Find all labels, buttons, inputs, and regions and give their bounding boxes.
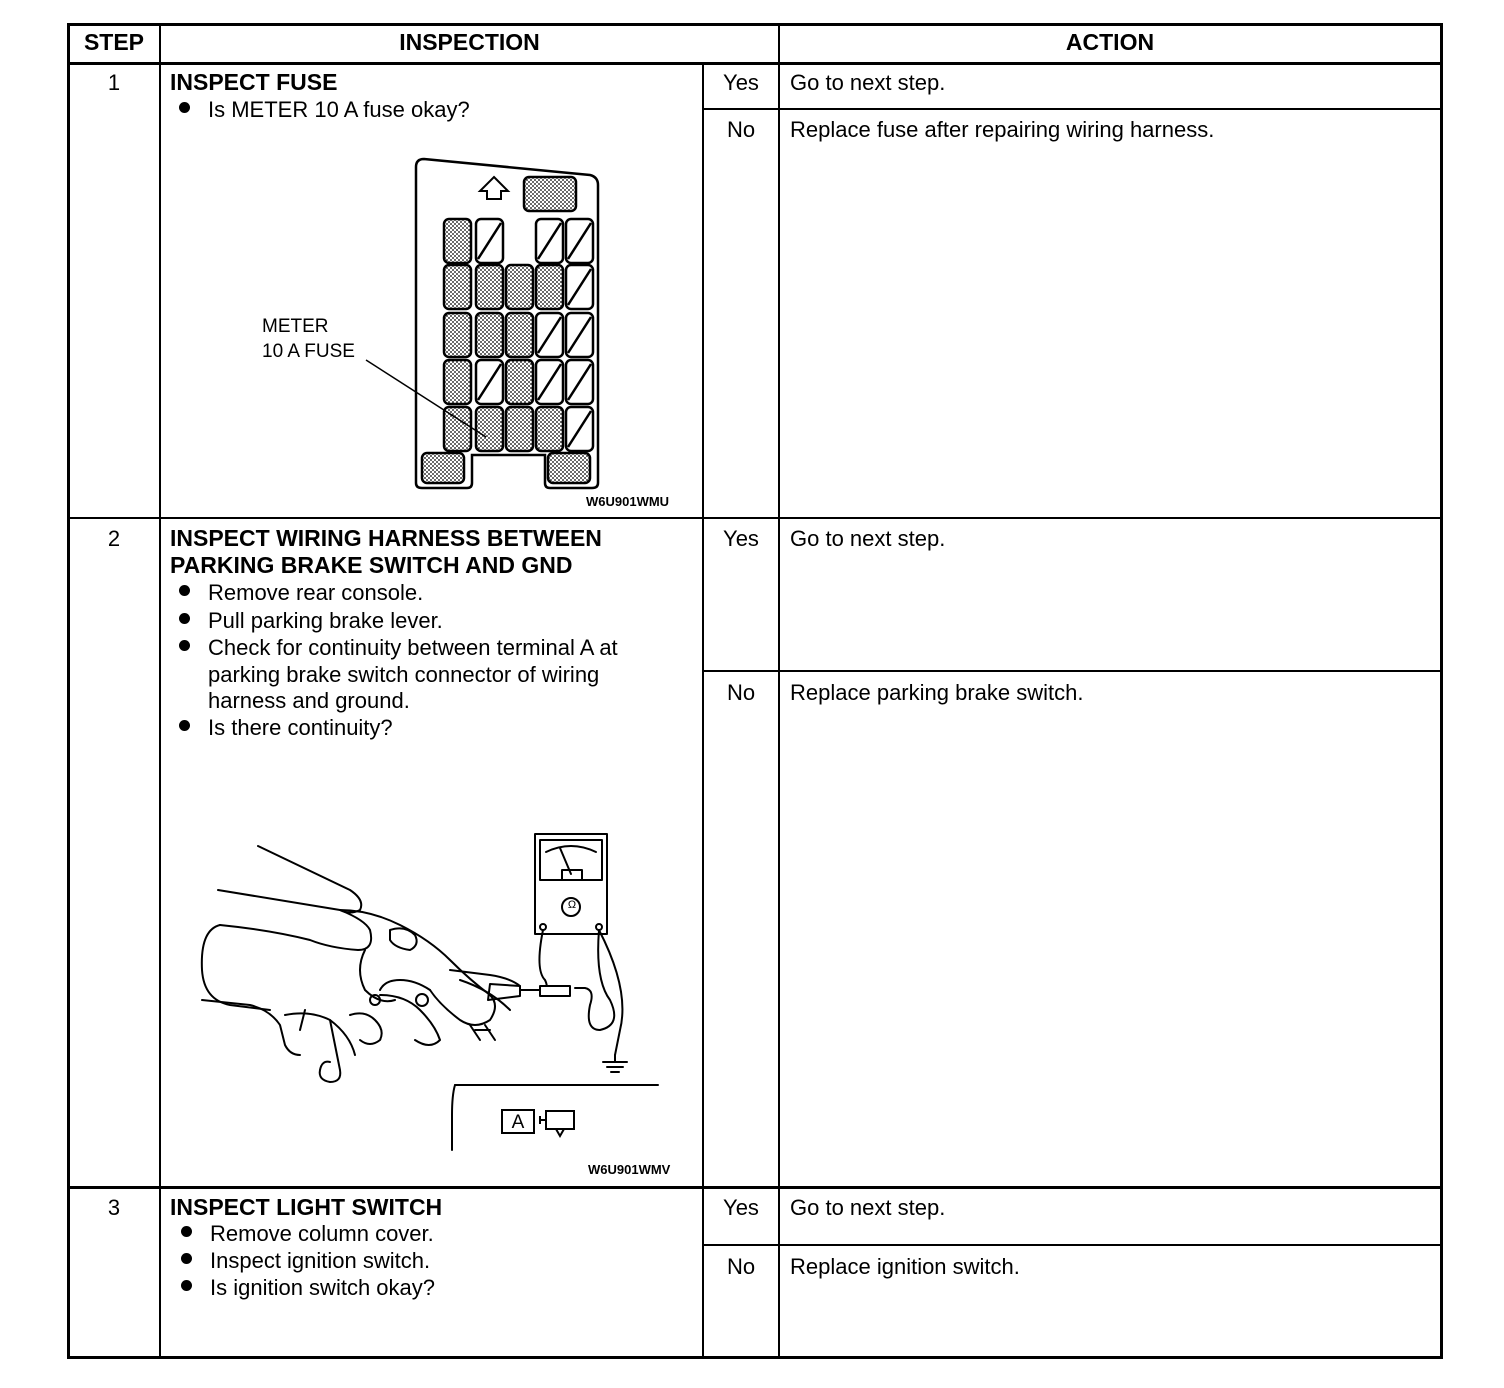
no-action: Replace ignition switch. bbox=[790, 1254, 1020, 1279]
bullet-text: Pull parking brake lever. bbox=[208, 608, 443, 633]
table-left-border bbox=[67, 23, 70, 1359]
step-number: 1 bbox=[107, 70, 121, 95]
bullet-icon bbox=[179, 585, 190, 596]
row3-yes-no-divider bbox=[702, 1244, 1443, 1246]
no-label: No bbox=[726, 117, 756, 142]
yes-label: Yes bbox=[723, 526, 759, 551]
bullet-text: Check for continuity between terminal A at bbox=[208, 635, 618, 660]
header-bottom-border bbox=[67, 62, 1443, 65]
terminal-a-box bbox=[501, 1109, 535, 1134]
ohm-symbol: Ω bbox=[567, 899, 577, 911]
yes-action: Go to next step. bbox=[790, 526, 946, 551]
fuse-label-line1: METER bbox=[262, 316, 329, 337]
step-title: INSPECT FUSE bbox=[170, 69, 338, 95]
step-title: INSPECT LIGHT SWITCH bbox=[170, 1194, 443, 1220]
header-step: STEP bbox=[83, 29, 145, 55]
bullet-text-cont: harness and ground. bbox=[208, 688, 410, 713]
bullet-text-cont: parking brake switch connector of wiring bbox=[208, 662, 600, 687]
bullet-icon bbox=[179, 102, 190, 113]
bullet-text: Remove column cover. bbox=[210, 1221, 434, 1246]
row2-bottom-border bbox=[67, 1186, 1443, 1189]
row2-yes-no-divider bbox=[702, 670, 1443, 672]
bullet-icon bbox=[181, 1226, 192, 1237]
header-action: ACTION bbox=[1065, 29, 1155, 55]
no-label: No bbox=[726, 680, 756, 705]
figure-code: W6U901WMU bbox=[586, 494, 670, 509]
bullet-icon bbox=[179, 720, 190, 731]
bullet-text: Inspect ignition switch. bbox=[210, 1248, 431, 1273]
step-number: 3 bbox=[107, 1195, 121, 1220]
yes-action: Go to next step. bbox=[790, 1195, 946, 1220]
col-divider-step bbox=[159, 23, 161, 1358]
table-bottom-border bbox=[67, 1356, 1443, 1359]
bullet-text: Remove rear console. bbox=[208, 580, 424, 605]
row1-yes-no-divider bbox=[702, 108, 1443, 110]
yes-label: Yes bbox=[723, 1195, 759, 1220]
yes-label: Yes bbox=[723, 70, 759, 95]
terminal-a-label: A bbox=[511, 1112, 525, 1133]
step-title-line2: PARKING BRAKE SWITCH AND GND bbox=[170, 552, 573, 578]
bullet-text: Is there continuity? bbox=[208, 715, 393, 740]
figure-code: W6U901WMV bbox=[588, 1162, 671, 1177]
no-action: Replace fuse after repairing wiring harness. bbox=[790, 117, 1215, 142]
table-top-border bbox=[67, 23, 1443, 26]
connector-icon bbox=[538, 1108, 578, 1140]
no-action: Replace parking brake switch. bbox=[790, 680, 1084, 705]
bullet-icon bbox=[179, 613, 190, 624]
bullet-icon bbox=[181, 1253, 192, 1264]
row1-bottom-border bbox=[67, 517, 1443, 519]
bullet-icon bbox=[179, 640, 190, 651]
bullet-text: Is ignition switch okay? bbox=[210, 1275, 435, 1300]
step-number: 2 bbox=[107, 526, 121, 551]
yes-action: Go to next step. bbox=[790, 70, 946, 95]
table-right-border bbox=[1440, 23, 1443, 1359]
col-divider-action bbox=[778, 23, 780, 1358]
fuse-label-line2: 10 A FUSE bbox=[262, 341, 355, 362]
bullet-text: Is METER 10 A fuse okay? bbox=[208, 97, 470, 122]
col-divider-yesno bbox=[702, 64, 704, 1358]
no-label: No bbox=[726, 1254, 756, 1279]
bullet-icon bbox=[181, 1280, 192, 1291]
step-title-line1: INSPECT WIRING HARNESS BETWEEN bbox=[170, 525, 602, 551]
header-inspection: INSPECTION bbox=[399, 29, 540, 55]
parking-brake-continuity-diagram bbox=[190, 830, 670, 1160]
fuse-box-diagram bbox=[410, 155, 610, 495]
